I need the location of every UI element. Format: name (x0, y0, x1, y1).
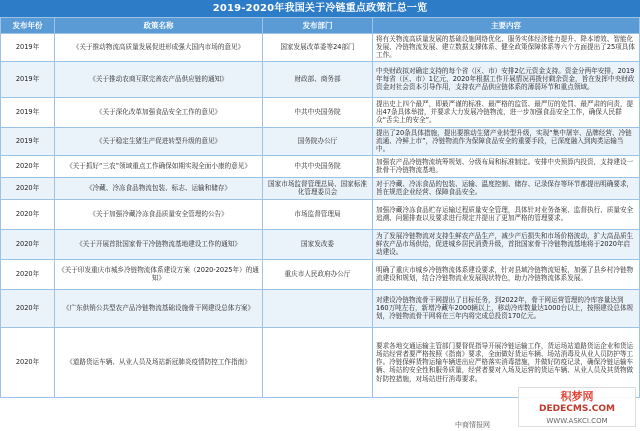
table-row (1, 61, 640, 97)
cell-year: 2019年 (1, 61, 55, 97)
cell-content: 加强冷藏冷冻食品贮存运输过程质量安全管理，具体针对业务备案、监督执行、质量安全追溯、问题排查以及要求进行规定并提出了更加严格的管理要求。 (373, 199, 640, 229)
cell-policy-name: 《关于推动物流高质量发展促进形成强大国内市场的意见》 (55, 34, 263, 62)
table-row (1, 97, 640, 127)
cell-year: 2020年 (1, 229, 55, 259)
table-row (1, 34, 640, 62)
cell-content: 为了发展冷链物流对支持生鲜农产品生产，减少产后损失和市场价格波动，扩大高品质生鲜农产品市场供给，促进城乡居民消费升级，首批国家骨干冷链物流基地将于2020年启动建设。 (373, 229, 640, 259)
table-row (1, 127, 640, 155)
table-row (1, 155, 640, 177)
cell-policy-name: 《关于推动农商互联完善农产品供应链的通知》 (55, 61, 263, 97)
header-department: 发布部门 (263, 18, 373, 34)
cell-department: 国家发展改革委等24部门 (263, 34, 373, 62)
cell-policy-name: 《关于稳定生猪生产促进转型升级的意见》 (55, 127, 263, 155)
table-row (1, 229, 640, 259)
cell-content: 提出了20条具体措施，提出要推动生猪产业转型升级，实现“集中屠宰、品牌经营、冷链流通、冷鲜上市”，冷链物流作为保障食品安全的重要手段，已深度融入到肉类运输当中。 (373, 127, 640, 155)
cell-policy-name: 《广东供销公共型农产品冷链物流基础设施骨干网建设总体方案》 (55, 289, 263, 327)
cell-department: 中共中央国务院 (263, 155, 373, 177)
cell-department: 国务院办公厅 (263, 127, 373, 155)
cell-department: 市场监督管理局 (263, 199, 373, 229)
badge-line-1: 积梦网 (560, 390, 594, 403)
cell-policy-name: 《关于深化改革加强食品安全工作的意见》 (55, 97, 263, 127)
cell-department (263, 327, 373, 397)
cell-content: 对于冷藏、冷冻食品的包装、运输、温度控制、储存、记录保存等环节都提出明确要求，旨在规范企业经营、保障食品安全。 (373, 177, 640, 199)
badge-line-3: WWW.ASKCI.COM (546, 417, 608, 425)
cell-year: 2019年 (1, 97, 55, 127)
cell-year: 2020年 (1, 327, 55, 397)
table-row (1, 199, 640, 229)
cell-policy-name: 《关于抓好“三农”领域重点工作确保如期实现全面小康的意见》 (55, 155, 263, 177)
badge-line-2: DEDECMS.COM (539, 404, 615, 414)
cell-department: 国家市场监督管理总局、国家标准化管理委员会 (263, 177, 373, 199)
cell-year: 2020年 (1, 289, 55, 327)
cell-content: 对建设冷链物流骨干网提出了目标任务，到2022年，骨干网运营管理的冷库容量达到160万吨左右，新增冷藏车2000辆以上，移动冷库数量达1000台以上，按照建设总体规划，冷链物流骨干网将在三年内将完成总投资170亿元。 (373, 289, 640, 327)
table-header-row (1, 18, 640, 34)
policy-table (0, 17, 640, 398)
cell-content: 将有关物流高质量发展的基础设施网络优化、服务实体经济能力提升、降本增效、智能化发展、冷链物流发展、建立数据支撑体系、健全政策保障体系等六个方面提出了25项具体工作。 (373, 34, 640, 62)
cell-policy-name: 《关于开展首批国家骨干冷链物流基地建设工作的通知》 (55, 229, 263, 259)
cell-policy-name: 《关于加强冷藏冷冻食品质量安全管理的公告》 (55, 199, 263, 229)
cell-year: 2019年 (1, 127, 55, 155)
cell-year: 2020年 (1, 177, 55, 199)
header-content: 主要内容 (373, 18, 640, 34)
table-row (1, 259, 640, 289)
cell-content: 要求各地交通运输主管部门要督促指导开展冷链运输工作，货运场站道路货运企业和货运场站经营者要严格按照《指南》要求，全面做好货运车辆、场站消毒及从业人员防护等工作。冷链保鲜货物运输车辆进出应严格落实消毒措施，并做好防疫记录，确保冷链运输车辆、场站的安全性和服务质量，经营者要对入场及运营的货运车辆、从业人员及其货物做好防控措施，对场站进行消毒要求。 (373, 327, 640, 397)
cell-content: 提出史上四个最严，即最严谨的标准、最严格的监管、最严厉的处罚、最严肃的问责，提出47条具体举措，并要求大力发展冷链物流，进一步加强食品安全工作，确保人民群众“舌尖上的安全”。 (373, 97, 640, 127)
header-policy-name: 政策名称 (55, 18, 263, 34)
cell-year: 2020年 (1, 199, 55, 229)
page-title: 2019-2020年我国关于冷链重点政策汇总一览 (0, 0, 640, 17)
cell-department: 国家发改委 (263, 229, 373, 259)
cell-department: 中共中央国务院 (263, 97, 373, 127)
table-row (1, 289, 640, 327)
cell-year: 2019年 (1, 34, 55, 62)
table-row (1, 177, 640, 199)
cell-year: 2020年 (1, 259, 55, 289)
cell-department (263, 289, 373, 327)
site-watermark-badge (518, 387, 636, 427)
cell-content: 中央财政拟对确定支持的每个省（区、市）安排2亿元资金支持。资金分两年安排，2019年每省（区、市）1亿元，2020年根据工作开展情况再拨付剩余资金，旨在发挥中央财政资金对社会资本引导作用，支持农产品供应链体系的薄弱环节和重点领域。 (373, 61, 640, 97)
cell-department: 重庆市人民政府办公厅 (263, 259, 373, 289)
cell-policy-name: 《冷藏、冷冻食品物流包装、标志、运输和储存》 (55, 177, 263, 199)
cell-policy-name: 《关于印发重庆市城乡冷链物流体系建设方案（2020-2025年）的通知》 (55, 259, 263, 289)
cell-policy-name: 《道路货运车辆、从业人员及场站新冠肺炎疫情防控工作指南》 (55, 327, 263, 397)
cell-department: 财政部、商务部 (263, 61, 373, 97)
cell-content: 加强农产品冷链物流统筹规划、分级布局和标准制定。安排中央预算内投资，支持建设一批骨干冷链物流基地。 (373, 155, 640, 177)
source-label: 中商情报网 (455, 421, 490, 429)
cell-content: 明确了重庆市城乡冷链物流体系建设要求，针对县域冷链物流短板，加强了县乡村冷链物流建设和规划，结合冷链物流业发展现状特色，助力冷链物流体系发展。 (373, 259, 640, 289)
cell-year: 2020年 (1, 155, 55, 177)
header-year: 发布年份 (1, 18, 55, 34)
